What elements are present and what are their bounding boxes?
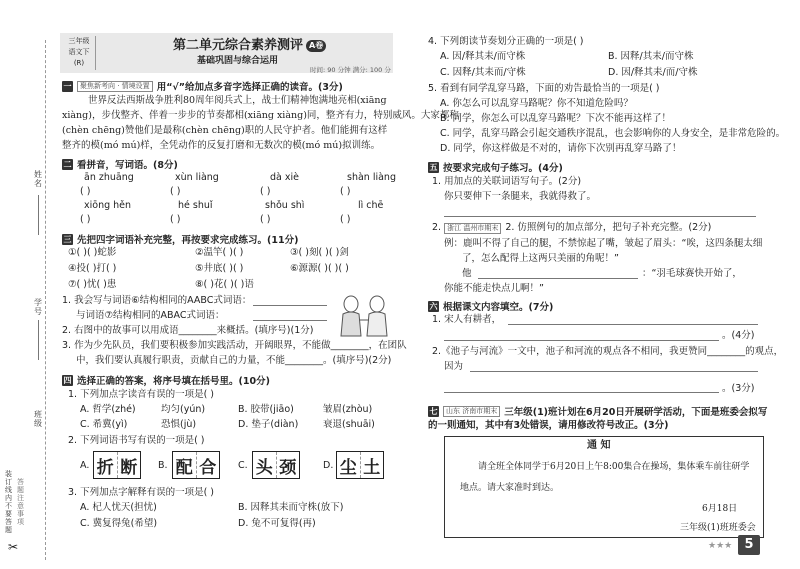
notice-body-b: 地点。请大家准时到达。 [460, 483, 560, 493]
card-c-char-1: 头 [255, 457, 273, 478]
q4-s5-opt-b[interactable]: B. 同学，你怎么可以乱穿马路呢？下次不能再这样了！ [440, 113, 672, 124]
pinyin-7: shǒu shì [265, 200, 305, 211]
exam-meta: 时间: 90 分钟 满分: 100 分 [310, 66, 391, 74]
q4-s3: 3. 下列加点字解释有误的一项是( ) [68, 487, 215, 498]
q4-s1-opt-c[interactable]: C. 希冀(yì) [80, 419, 128, 430]
notice-date: 6月18日 [702, 504, 738, 514]
q4-s3-opt-a[interactable]: A. 杞人忧天(担忧) [80, 502, 157, 513]
q2-heading [62, 157, 178, 171]
q4-s3-opt-b[interactable]: B. 因释其耒而守株(放下) [238, 502, 344, 513]
q4-s1-opt-d[interactable]: D. 垫子(diàn) [238, 419, 299, 430]
q6-s2-score: 。(3分) [722, 383, 755, 394]
q3-sub2: 2. 右图中的故事可以用成语________来概括。(填序号)(1分) [62, 325, 314, 336]
q1-number: 一 [63, 81, 72, 91]
q6-s1: 1. 宋人有耕者， [432, 314, 502, 325]
q4-s4: 4. 下列朗读节奏划分正确的一项是( ) [428, 36, 584, 47]
answer-box-2[interactable]: ( ) [170, 186, 181, 197]
q4-s5-opt-a[interactable]: A. 你怎么可以乱穿马路呢？你不知道危险吗？ [440, 98, 633, 109]
q1-tag: 聚焦新考向 · 情境设置 [77, 81, 153, 92]
card-a-char-2: 断 [117, 452, 141, 478]
binding-label-name: 姓名 [34, 170, 42, 188]
pinyin-8: lì chē [358, 200, 384, 211]
q4-s1-opt-a[interactable]: A. 哲学(zhé) [80, 404, 136, 415]
q4-s5: 5. 看到有同学乱穿马路，下面的劝告最恰当的一项是( ) [428, 83, 660, 94]
grade-line-2: 语文下 [68, 48, 90, 56]
story-illustration [335, 290, 393, 340]
q7-title-a: 三年级(1)班计划在6月20日开展研学活动，下面是班委会拟写 [504, 407, 768, 418]
q5-s2-title: 2. 仿照例句的加点部分，把句子补充完整。(2分) [505, 222, 712, 233]
q4-s4-opt-a[interactable]: A. 因/释其耒/而守株 [440, 51, 526, 62]
q1-text-line-4: 整齐的模(mó mú)样，全凭动作的反复打磨和无数次的模(mó mú)拟训练。 [62, 140, 381, 151]
q5-s2-a [432, 222, 711, 234]
grade-line-1: 三年级 [68, 37, 90, 45]
q3-sub1-a: 1. 我会写与词语⑥结构相同的AABC式词语： [62, 295, 252, 306]
q4-s1-opt-a2: 均匀(yún) [161, 404, 206, 415]
q5-s2-b: 例：鹿叫不得了自己的腿，不禁惊起了嘴，皱起了眉头：“唉，这四条腿太细 [444, 238, 763, 249]
idiom-6[interactable]: ⑥源源( )( )( ) [290, 263, 349, 274]
q4-title: 选择正确的答案，将序号填在括号里。(10分) [77, 376, 270, 387]
page-subtitle: 基础巩固与综合运用 [197, 56, 279, 66]
q5-s2-d-suffix: ：“羽毛球赛快开始了， [642, 268, 742, 279]
q5-s2-e: 你能不能走快点儿啊！” [444, 283, 544, 294]
grade-line-3: (R) [73, 59, 85, 67]
idiom-1[interactable]: ①( )( )蛇影 [68, 247, 117, 258]
q4-s1-opt-c2: 恐惧(jù) [161, 419, 197, 430]
q4-s2-card-b[interactable] [172, 451, 220, 479]
answer-box-5[interactable]: ( ) [80, 214, 91, 225]
answer-box-6[interactable]: ( ) [170, 214, 181, 225]
q7-tag: 山东 济南市期末 [443, 406, 500, 417]
q4-s2: 2. 下列词语书写有误的一项是( ) [68, 435, 205, 446]
footer-stars: ★★★ [708, 541, 733, 551]
q6-heading [428, 299, 553, 313]
pinyin-1: ān zhuāng [84, 172, 134, 183]
q4-s2-label-a: A. [80, 460, 90, 471]
q4-s1-opt-b2: 皱眉(zhòu) [323, 404, 373, 415]
q3-sub3-a: 3. 作为少先队员，我们要积极参加实践活动，开阔眼界，不能做________，在团队 [62, 340, 407, 351]
q5-s2-c: 了，怎么配得上这两只美丽的角呢！” [462, 253, 619, 264]
answer-box-7[interactable]: ( ) [260, 214, 271, 225]
binding-strip-bottom: 答题注意事项 [17, 478, 24, 526]
notice-body-a: 请全班全体同学于6月20日上午8:00集合在操场，集体乘车前往研学 [478, 462, 750, 472]
q5-s1-b: 你只要伸下一条腿来，我就得救了。 [444, 191, 597, 202]
binding-label-id: 学号 [34, 298, 42, 316]
q4-s3-opt-c[interactable]: C. 冀复得兔(希望) [80, 518, 158, 529]
title-badge: A卷 [306, 40, 326, 52]
q6-s2: 2.《池子与河流》一文中，池子和河流的观点各不相同，我更赞同________的观点， [432, 346, 784, 357]
q3-number: 三 [63, 234, 72, 244]
q6-s2-answer-line-2[interactable] [444, 392, 719, 393]
q4-s2-label-c: C. [238, 460, 248, 471]
q5-number: 五 [429, 162, 438, 172]
q2-title: 看拼音，写词语。(8分) [77, 160, 178, 171]
card-c-char-2: 颈 [276, 452, 300, 478]
q6-s1-answer-line-2[interactable] [444, 340, 719, 341]
q1-text-line-1: 世界反法西斯战争胜利80周年阅兵式上，战士们精神饱满地亮相(xiāng [88, 95, 387, 106]
q4-s4-opt-d[interactable]: D. 因/释其耒/而/守株 [608, 67, 698, 78]
q5-s2-answer-line[interactable] [478, 278, 638, 279]
q4-s3-opt-d[interactable]: D. 兔不可复得(再) [238, 518, 316, 529]
q3-title: 先把四字词语补充完整，再按要求完成练习。(11分) [77, 235, 299, 246]
q1-title: 用“√”给加点多音字选择正确的读音。(3分) [156, 82, 343, 93]
pinyin-3: dà xiè [270, 172, 299, 183]
q2-number: 二 [63, 159, 72, 169]
idiom-7[interactable]: ⑦( )忧( )患 [68, 279, 117, 290]
scissors-icon: ✂ [8, 540, 19, 554]
q4-s4-opt-b[interactable]: B. 因释/其耒/而守株 [608, 51, 694, 62]
q6-s1-score: 。(4分) [722, 330, 755, 341]
q4-number: 四 [63, 375, 72, 385]
q1-text-line-2: xiàng)，步伐整齐、伴着一步步的节奏都相(xiāng xiàng)同，整齐有力，特别威风。大家都称 [62, 110, 459, 121]
q7-title-b: 的一则通知，其中有3处错误，请用修改符号改正。(3分) [428, 420, 669, 431]
binding-dashed-line [45, 40, 46, 560]
q6-title: 根据课文内容填空。(7分) [443, 302, 554, 313]
q3-sub3-b: 中，我们要认真履行职责，贡献自己的力量，不能________。(填序号)(2分) [76, 355, 392, 366]
q5-s1-a: 1. 用加点的关联词语写句子。(2分) [432, 176, 582, 187]
q5-heading [428, 160, 563, 174]
q5-title: 按要求完成句子练习。(4分) [443, 163, 563, 174]
binding-label-class: 班级 [34, 410, 42, 428]
q4-s1-opt-d2: 衰退(shuāi) [323, 419, 375, 430]
idiom-8[interactable]: ⑧( )花( )( )语 [195, 279, 254, 290]
answer-box-4[interactable]: ( ) [340, 186, 351, 197]
q5-s2-tag: 浙江 温州市期末 [444, 223, 501, 234]
page-title-text: 第二单元综合素养测评 [173, 38, 304, 53]
card-b-char-1: 配 [175, 457, 193, 478]
q5-s2-num: 2. [432, 222, 442, 233]
q4-s5-opt-c[interactable]: C. 同学，乱穿马路会引起交通秩序混乱，也会影响你的人身安全，是非常危险的。 [440, 128, 786, 139]
binding-strip-top: 装订线内不要答题 [5, 470, 12, 534]
card-b-char-2: 合 [196, 452, 220, 478]
q4-heading [62, 373, 270, 387]
binding-id-line [38, 320, 40, 360]
q1-text-line-3: (chèn chēng)赞他们是最称(chèn chēng)职的人民守护者。他们能拥有这样 [62, 125, 388, 136]
q4-s1-opt-b[interactable]: B. 胶带(jiāo) [238, 404, 294, 415]
idiom-5[interactable]: ⑤井底( )( ) [195, 263, 244, 274]
q6-s2-b: 因为 [444, 361, 464, 372]
card-d-char-1: 尘 [339, 457, 357, 478]
q6-number: 六 [429, 301, 438, 311]
q3-sub1-a-blank[interactable] [253, 305, 327, 306]
q4-s2-card-c[interactable] [252, 451, 300, 479]
page-number: 5 [738, 535, 760, 555]
answer-box-8[interactable]: ( ) [340, 214, 351, 225]
q3-sub1-b: 与词语⑦结构相同的ABAC式词语： [76, 310, 225, 321]
pinyin-4: shàn liàng [347, 172, 396, 183]
grade-box [63, 36, 96, 70]
q4-s1: 1. 下列加点字读音有误的一项是( ) [68, 389, 215, 400]
answer-box-3[interactable]: ( ) [260, 186, 271, 197]
q4-s2-label-d: D. [323, 460, 334, 471]
pinyin-2: xùn liàng [175, 172, 219, 183]
notice-title: 通 知 [587, 440, 611, 451]
q7-number: 七 [429, 406, 438, 416]
q4-s2-label-b: B. [158, 460, 168, 471]
q4-s5-opt-d[interactable]: D. 同学，你这样做是不对的，请你下次别再乱穿马路了！ [440, 143, 682, 154]
binding-name-line [38, 195, 40, 235]
q4-s4-opt-c[interactable]: C. 因释/其耒而/守株 [440, 67, 526, 78]
idiom-4[interactable]: ④投( )打( ) [68, 263, 117, 274]
q4-s2-card-d[interactable] [336, 451, 384, 479]
idiom-2[interactable]: ②温竿( )( ) [195, 247, 244, 258]
q6-s2-answer-line-1[interactable] [470, 371, 758, 372]
q3-sub1-b-blank[interactable] [253, 320, 327, 321]
q5-s2-d-prefix: 他 [462, 268, 472, 279]
card-a-char-1: 折 [96, 457, 114, 478]
card-d-char-2: 土 [360, 452, 384, 478]
q7-heading [428, 404, 767, 418]
answer-box-1[interactable]: ( ) [80, 186, 91, 197]
page-title [173, 38, 326, 53]
notice-sign: 三年级(1)班班委会 [680, 523, 756, 533]
q3-heading [62, 232, 298, 246]
idiom-3[interactable]: ③( )刻( )( )剑 [290, 247, 349, 258]
pinyin-5: xiōng hěn [84, 200, 132, 211]
q6-s1-answer-line-1[interactable] [508, 324, 758, 325]
q5-s1-answer-line[interactable] [444, 216, 756, 217]
q1-heading [62, 79, 343, 93]
q4-s2-card-a[interactable] [93, 451, 141, 479]
pinyin-6: hé shuǐ [178, 200, 213, 211]
